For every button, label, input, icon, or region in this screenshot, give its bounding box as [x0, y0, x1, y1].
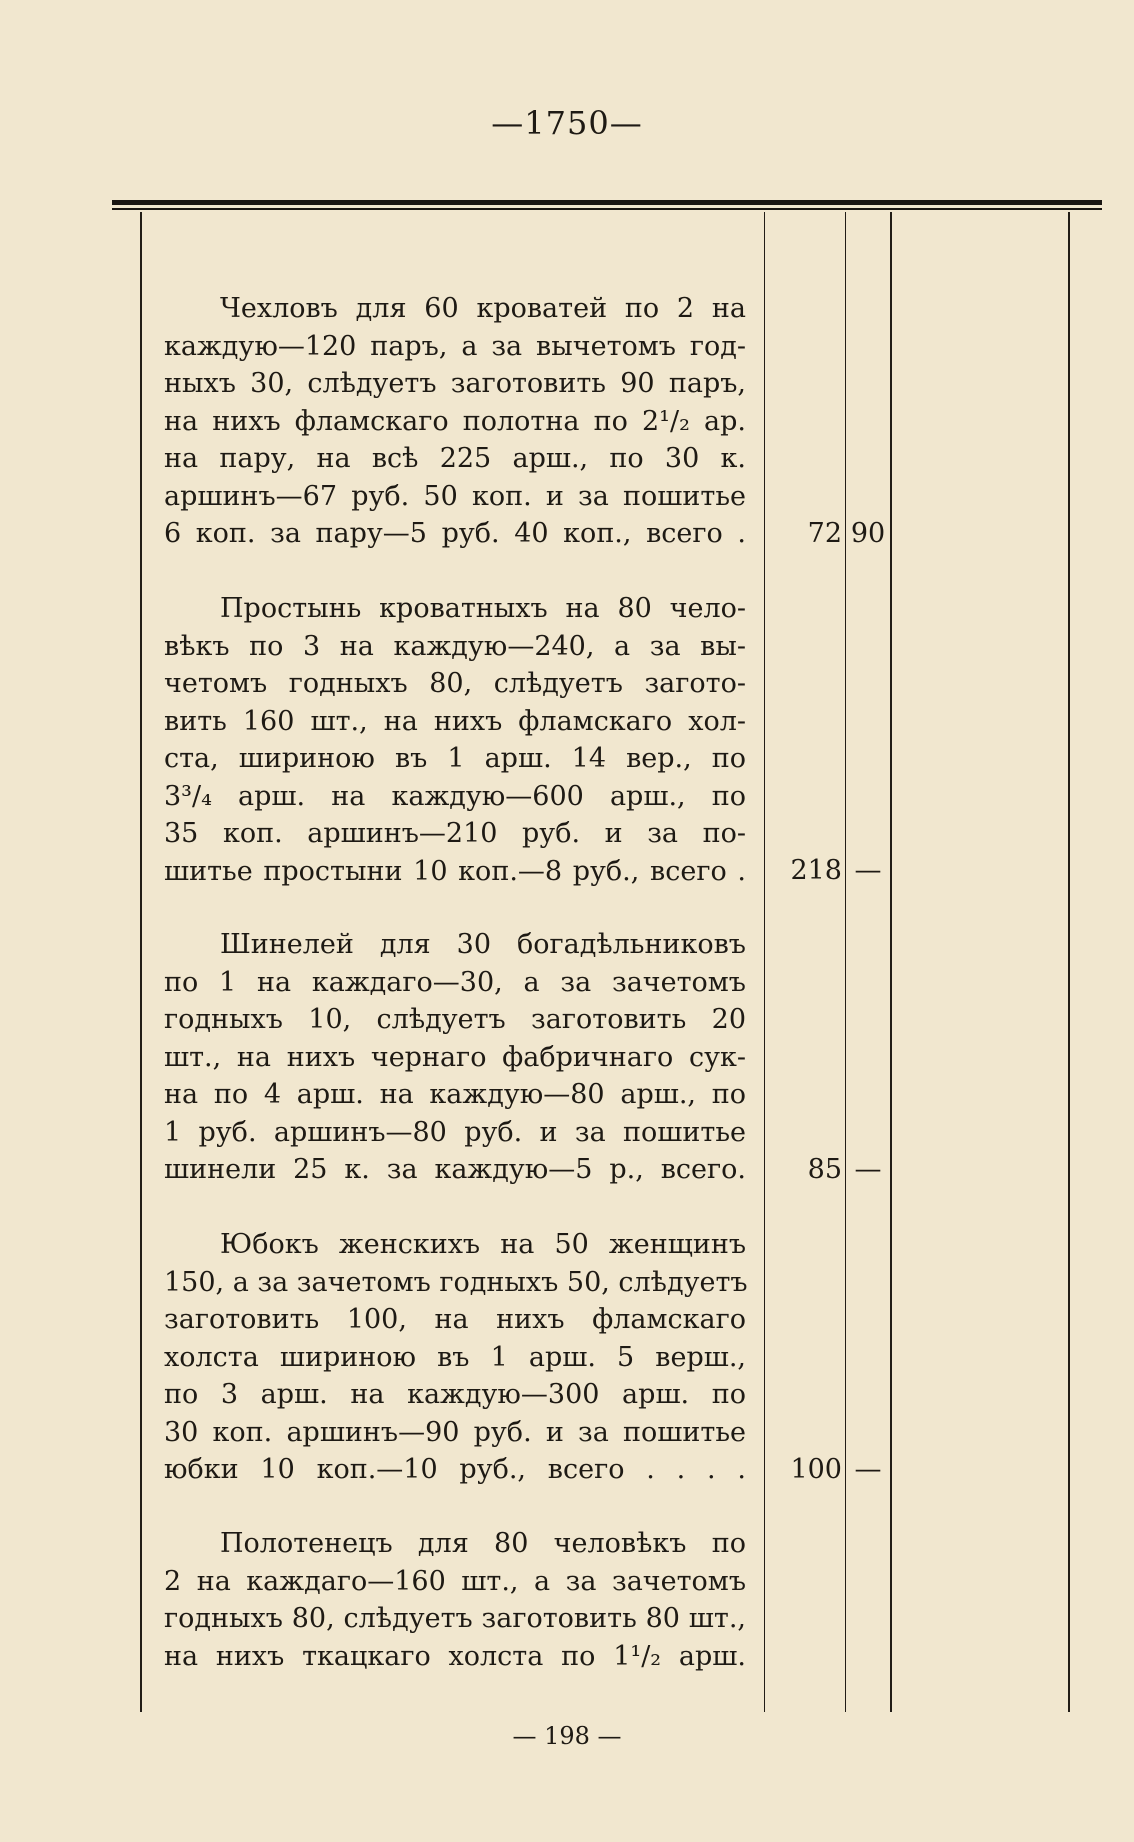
- entry-line: 150, а за зачетомъ годныхъ 50, слѣдуетъ: [164, 1266, 748, 1298]
- entry-line: заготовить 100, на нихъ фламскаго: [164, 1304, 746, 1335]
- entry-line: Юбокъ женскихъ на 50 женщинъ: [220, 1229, 746, 1260]
- right-border-line: [1068, 212, 1070, 1712]
- entry-skirts: [164, 1226, 746, 1489]
- left-border-line: [140, 212, 142, 1712]
- amount-rub: 100: [790, 1454, 842, 1485]
- entry-line: на нихъ ткацкаго холста по 1¹/₂ арш.: [164, 1640, 746, 1672]
- amount-column-divider: [890, 212, 892, 1712]
- entry-sheets: [164, 590, 746, 890]
- amount-rub: 85: [807, 1154, 842, 1185]
- entry-line: на пару, на всѣ 225 арш., по 30 к.: [164, 443, 746, 474]
- entry-line: 3³/₄ арш. на каждую—600 арш., по: [164, 780, 746, 812]
- entry-line: 6 коп. за пару—5 руб. 40 коп., всего .: [164, 518, 746, 549]
- entry-line: аршинъ—67 руб. 50 коп. и за пошитье: [164, 480, 746, 512]
- entry-line: шитье простыни 10 коп.—8 руб., всего .: [164, 855, 746, 887]
- entry-line: по 1 на каждаго—30, а за зачетомъ: [164, 966, 746, 998]
- entry-line: вѣкъ по 3 на каждую—240, а за вы-: [164, 630, 746, 662]
- page-title: —1750—: [491, 104, 643, 142]
- entry-line: четомъ годныхъ 80, слѣдуетъ загото-: [164, 668, 746, 699]
- entry-covers: [164, 290, 746, 553]
- entry-line: холста шириною въ 1 арш. 5 верш.,: [164, 1341, 746, 1373]
- amount-rub: 72: [807, 518, 842, 549]
- amount-kop: —: [854, 1154, 882, 1185]
- entry-line: на нихъ фламскаго полотна по 2¹/₂ ар.: [164, 405, 746, 437]
- entry-line: шт., на нихъ чернаго фабричнаго сук-: [164, 1041, 746, 1073]
- entry-line: вить 160 шт., на нихъ фламскаго хол-: [164, 705, 746, 737]
- header-rule-thin: [112, 208, 1102, 210]
- rub-kop-divider: [845, 212, 846, 1712]
- page-footer-number: — 198 —: [512, 1722, 622, 1750]
- text-column-divider: [764, 212, 765, 1712]
- entry-line: 2 на каждаго—160 шт., а за зачетомъ: [164, 1565, 746, 1597]
- amount-kop: —: [854, 855, 882, 886]
- entry-line: 35 коп. аршинъ—210 руб. и за по-: [164, 818, 746, 849]
- entry-line: 1 руб. аршинъ—80 руб. и за пошитье: [164, 1116, 746, 1148]
- entry-line: ста, шириною въ 1 арш. 14 вер., по: [164, 743, 746, 774]
- entry-line: Простынь кроватныхъ на 80 чело-: [220, 593, 746, 624]
- entry-line: годныхъ 80, слѣдуетъ заготовить 80 шт.,: [164, 1603, 746, 1634]
- header-rule-thick: [112, 200, 1102, 205]
- entry-line: на по 4 арш. на каждую—80 арш., по: [164, 1079, 746, 1110]
- entry-line: шинели 25 к. за каждую—5 р., всего.: [164, 1154, 746, 1185]
- entry-line: Чехловъ для 60 кроватей по 2 на: [220, 293, 746, 324]
- entry-line: годныхъ 10, слѣдуетъ заготовить 20: [164, 1004, 746, 1035]
- entry-towels: [164, 1525, 746, 1675]
- entry-line: ныхъ 30, слѣдуетъ заготовить 90 паръ,: [164, 368, 746, 399]
- entry-line: 30 коп. аршинъ—90 руб. и за пошитье: [164, 1416, 746, 1448]
- entry-line: Шинелей для 30 богадѣльниковъ: [220, 929, 746, 960]
- entry-line: юбки 10 коп.—10 руб., всего . . . .: [164, 1454, 746, 1485]
- amount-rub: 218: [790, 855, 842, 886]
- amount-kop: 90: [850, 518, 886, 549]
- entry-line: каждую—120 паръ, а за вычетомъ год-: [164, 330, 746, 362]
- entry-line: по 3 арш. на каждую—300 арш. по: [164, 1379, 746, 1410]
- amount-kop: —: [854, 1454, 882, 1485]
- entry-line: Полотенецъ для 80 человѣкъ по: [220, 1528, 746, 1559]
- entry-overcoats: [164, 926, 746, 1189]
